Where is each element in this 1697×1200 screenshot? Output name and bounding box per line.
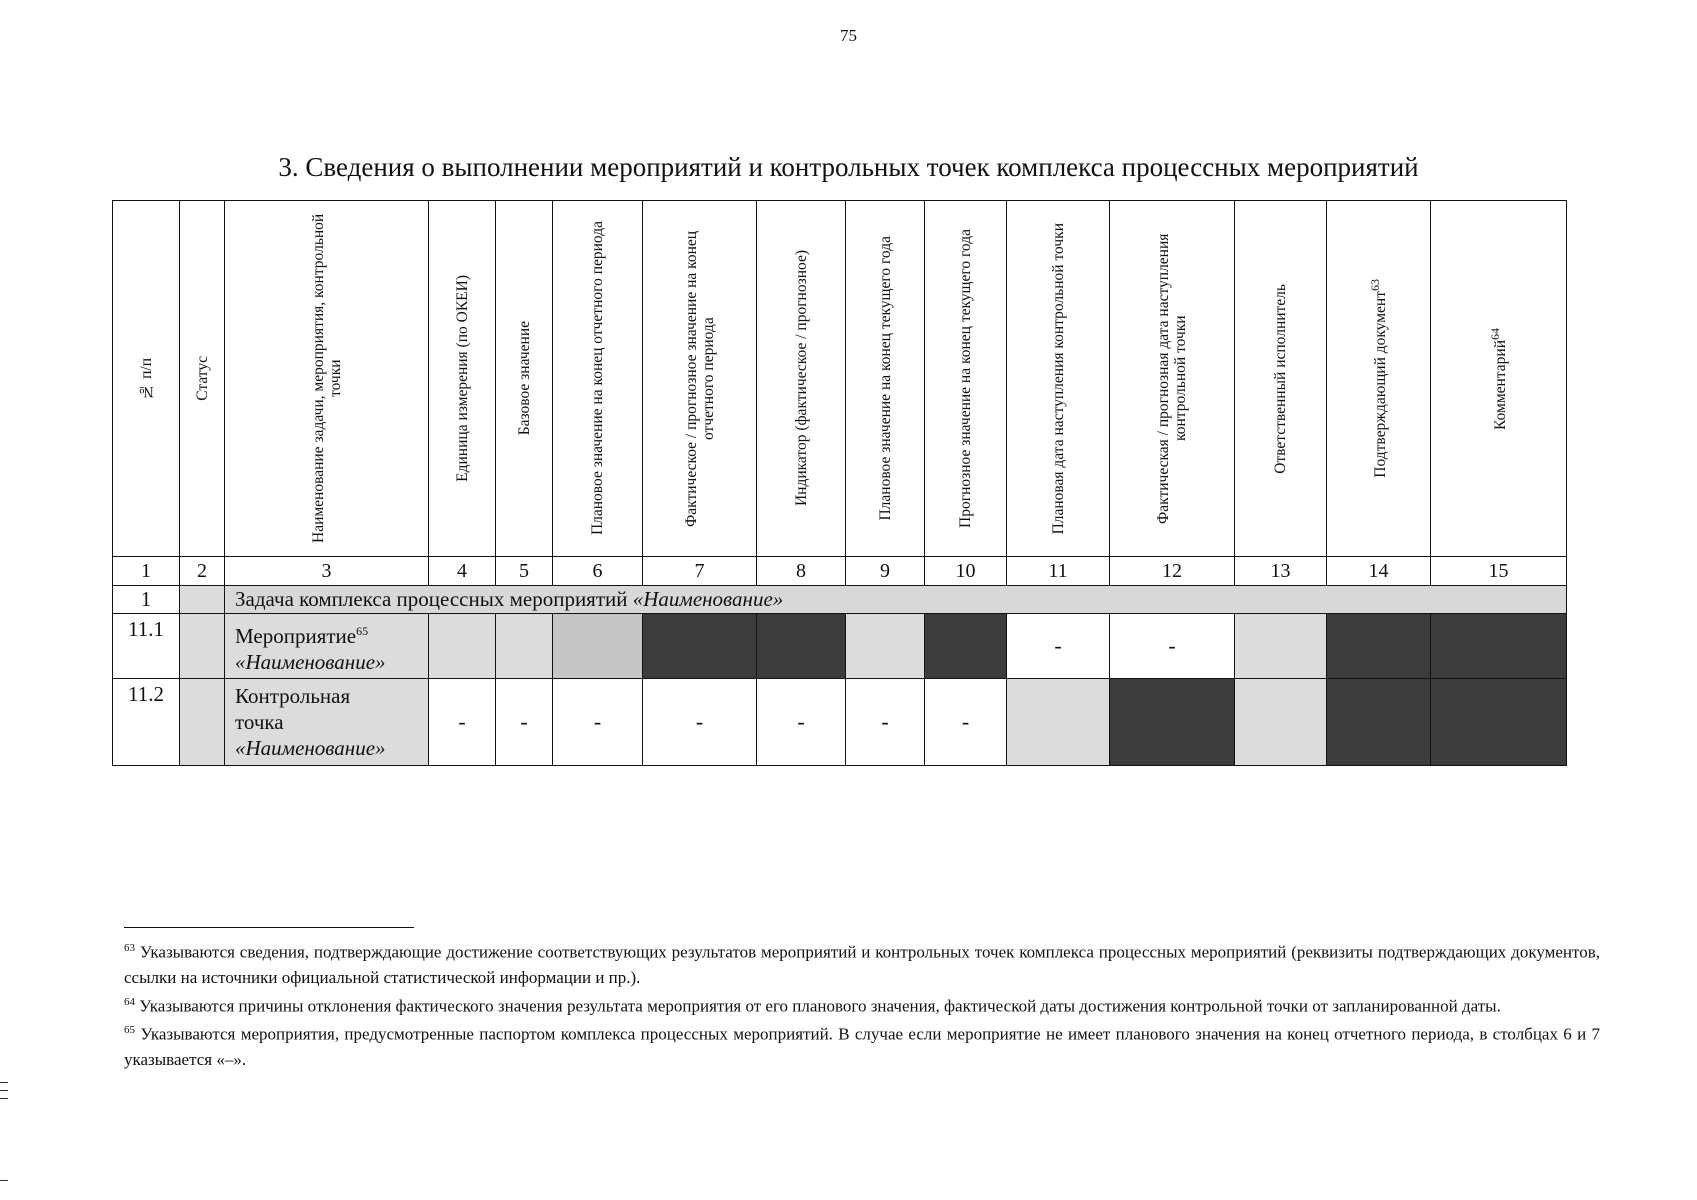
header-label-1: № п/п <box>137 357 155 400</box>
task-row <box>113 586 1567 614</box>
cell-responsible <box>1235 614 1327 679</box>
cell-plan-period: - <box>553 679 643 766</box>
footnote-text: Указываются сведения, подтверждающие достижение соответствующих результатов мероприятий и контрольных точек комплекса процессных мероприятий (реквизиты подтверждающих документов, ссылки на источники официальной статистической информации и пр.). <box>124 942 1600 987</box>
header-cell-2 <box>180 201 225 557</box>
header-cell-3 <box>225 201 429 557</box>
header-label-3: Наименование задачи, мероприятия, контрольной точки <box>309 213 344 544</box>
column-number: 5 <box>496 557 553 586</box>
cell-unit <box>429 614 496 679</box>
measure-name <box>225 614 429 679</box>
scan-edge-mark <box>0 1180 8 1181</box>
cell-plan-year <box>846 614 925 679</box>
cell-document <box>1327 679 1431 766</box>
task-title-italic: «Наименование» <box>632 587 784 611</box>
cell-base-value: - <box>496 679 553 766</box>
cell-document <box>1327 614 1431 679</box>
column-number: 11 <box>1007 557 1110 586</box>
status-cell <box>180 614 225 679</box>
task-title-text: Задача комплекса процессных мероприятий <box>235 587 633 611</box>
footnote-65 <box>124 1018 1600 1072</box>
column-number: 6 <box>553 557 643 586</box>
header-cell-7 <box>643 201 757 557</box>
footnote-ref-63: 63 <box>1368 279 1383 292</box>
cell-forecast-year: - <box>925 679 1007 766</box>
header-label-4: Единица измерения (по ОКЕИ) <box>453 275 471 482</box>
table-row <box>113 614 1567 679</box>
column-number: 3 <box>225 557 429 586</box>
footnote-number: 65 <box>124 1024 135 1037</box>
header-label-15 <box>1487 328 1509 430</box>
header-label-9: Плановое значение на конец текущего года <box>876 236 894 521</box>
row-number: 11.1 <box>113 614 180 679</box>
scan-edge-mark <box>0 1090 8 1091</box>
footnote-63 <box>124 936 1600 990</box>
header-label-5: Базовое значение <box>515 321 533 436</box>
cell-fact-period <box>643 614 757 679</box>
task-status-cell <box>180 586 225 614</box>
header-label-15-text: Комментарий <box>1492 339 1510 430</box>
cell-base-value <box>496 614 553 679</box>
cell-plan-date: - <box>1007 614 1110 679</box>
footnotes <box>124 936 1600 1072</box>
header-cell-14 <box>1327 201 1431 557</box>
header-cell-12 <box>1110 201 1235 557</box>
header-label-7: Фактическое / прогнозное значение на конец отчетного периода <box>682 230 717 527</box>
footnote-text: Указываются причины отклонения фактического значения результата мероприятия от его планового значения, фактической даты достижения контрольной точки от запланированной даты. <box>139 996 1501 1016</box>
cell-plan-date <box>1007 679 1110 766</box>
header-cell-4 <box>429 201 496 557</box>
column-number: 12 <box>1110 557 1235 586</box>
cell-unit: - <box>429 679 496 766</box>
checkpoint-name <box>225 679 429 766</box>
cell-fact-date <box>1110 679 1235 766</box>
column-number: 10 <box>925 557 1007 586</box>
cell-indicator: - <box>757 679 846 766</box>
task-title <box>225 586 1567 614</box>
cell-fact-date: - <box>1110 614 1235 679</box>
scan-edge-mark <box>0 1082 8 1083</box>
checkpoint-name-line1: Контрольная <box>235 684 351 708</box>
cell-plan-year: - <box>846 679 925 766</box>
header-label-11: Плановая дата наступления контрольной точки <box>1049 222 1067 535</box>
checkpoint-name-italic: «Наименование» <box>235 736 386 760</box>
measure-name-italic: «Наименование» <box>235 649 386 674</box>
column-number: 2 <box>180 557 225 586</box>
section-title: 3. Сведения о выполнении мероприятий и контрольных точек комплекса процессных мероприятий <box>278 152 1419 182</box>
header-label-12: Фактическая / прогнозная дата наступления контрольной точки <box>1155 233 1189 524</box>
column-number: 15 <box>1431 557 1567 586</box>
cell-plan-period <box>553 614 643 679</box>
footnote-text: Указываются мероприятия, предусмотренные паспортом комплекса процессных мероприятий. В случае если мероприятие не имеет планового значения на конец отчетного периода, в столбцах 6 и 7 указывается «–». <box>124 1024 1601 1069</box>
cell-indicator <box>757 614 846 679</box>
task-number: 1 <box>113 586 180 614</box>
footnote-separator <box>124 927 414 928</box>
column-number: 13 <box>1235 557 1327 586</box>
scan-edge-mark <box>0 1098 8 1099</box>
header-row <box>113 201 1567 557</box>
row-number: 11.2 <box>113 679 180 766</box>
footnote-number: 63 <box>124 942 135 954</box>
status-cell <box>180 679 225 766</box>
header-label-13: Ответственный исполнитель <box>1272 283 1289 474</box>
footnote-number: 64 <box>124 995 135 1008</box>
header-cell-11 <box>1007 201 1110 557</box>
table-row <box>113 679 1567 766</box>
column-number: 9 <box>846 557 925 586</box>
column-number: 1 <box>113 557 180 586</box>
measures-table <box>112 200 1567 766</box>
header-cell-15 <box>1431 201 1567 557</box>
page-number: 75 <box>840 26 857 45</box>
footnote-ref-65: 65 <box>356 623 369 638</box>
column-number: 14 <box>1327 557 1431 586</box>
header-label-14 <box>1367 279 1389 478</box>
cell-forecast-year <box>925 614 1007 679</box>
header-label-2: Статус <box>193 356 211 401</box>
header-cell-6 <box>553 201 643 557</box>
header-cell-13 <box>1235 201 1327 557</box>
header-label-10: Прогнозное значение на конец текущего года <box>957 229 974 528</box>
measure-name-text: Мероприятие <box>235 623 357 648</box>
cell-fact-period: - <box>643 679 757 766</box>
column-number: 4 <box>429 557 496 586</box>
header-cell-1 <box>113 201 180 557</box>
header-cell-8 <box>757 201 846 557</box>
header-cell-10 <box>925 201 1007 557</box>
header-cell-9 <box>846 201 925 557</box>
column-number: 7 <box>643 557 757 586</box>
cell-comment <box>1431 614 1567 679</box>
header-label-14-text: Подтверждающий документ <box>1372 291 1390 478</box>
header-label-8: Индикатор (фактическое / прогнозное) <box>792 250 810 507</box>
footnote-64 <box>124 990 1600 1019</box>
footnote-ref-64: 64 <box>1488 327 1503 340</box>
header-cell-5 <box>496 201 553 557</box>
column-number: 8 <box>757 557 846 586</box>
column-number-row <box>113 557 1567 586</box>
header-label-6: Плановое значение на конец отчетного периода <box>589 221 606 536</box>
cell-comment <box>1431 679 1567 766</box>
checkpoint-name-line2: точка <box>235 710 284 734</box>
cell-responsible <box>1235 679 1327 766</box>
